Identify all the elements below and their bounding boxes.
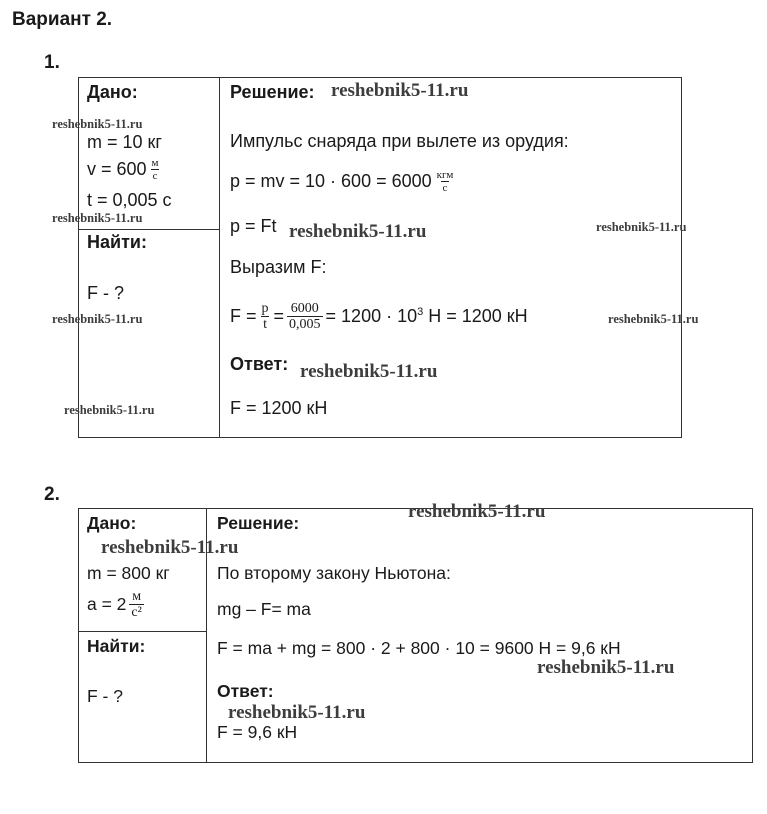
problem-1-given-time: t = 0,005 с bbox=[87, 190, 172, 210]
watermark-text: reshebnik5-11.ru bbox=[331, 80, 469, 101]
force-fraction-symbolic: $\frac{p}{t}$ bbox=[261, 301, 269, 333]
problem-1-find-label: Найти: bbox=[87, 232, 147, 252]
problem-2-solution-line-1: По второму закону Ньютона: bbox=[217, 563, 451, 583]
problem-1-solution-label: Решение: bbox=[230, 82, 315, 102]
momentum-unit-fraction: $\frac{\text{кгм}}{с}$ bbox=[436, 169, 454, 195]
watermark-text: reshebnik5-11.ru bbox=[52, 211, 143, 225]
problem-1-answer-label: Ответ: bbox=[230, 354, 289, 374]
problem-2-given-mass: m = 800 кг bbox=[87, 563, 170, 583]
problem-1-divider-vertical bbox=[219, 77, 220, 438]
problem-2-solution-label: Решение: bbox=[217, 513, 300, 533]
problem-2-answer-value: F = 9,6 кН bbox=[217, 722, 298, 742]
problem-1-number: 1. bbox=[44, 52, 60, 73]
problem-1-find-value: F - ? bbox=[87, 283, 125, 303]
acceleration-unit-fraction: $\frac{м}{\text{с²}}$ bbox=[131, 589, 142, 621]
watermark-text: reshebnik5-11.ru bbox=[64, 403, 155, 417]
problem-2-find-label: Найти: bbox=[87, 636, 146, 656]
force-fraction-numeric: $\frac{6000}{0,005}$ bbox=[289, 301, 321, 333]
problem-1-answer-value: F = 1200 кН bbox=[230, 398, 328, 418]
problem-2-find-value: F - ? bbox=[87, 686, 123, 706]
problem-1-divider-horizontal bbox=[78, 229, 220, 230]
watermark-text: reshebnik5-11.ru bbox=[52, 117, 143, 131]
problem-2-answer-label: Ответ: bbox=[217, 681, 274, 701]
problem-2-number: 2. bbox=[44, 484, 60, 505]
problem-1-given-label: Дано: bbox=[87, 82, 138, 102]
problem-2-given-label: Дано: bbox=[87, 513, 137, 533]
problem-1-given-velocity: v = 600 $\frac{м}{с}$ bbox=[87, 157, 159, 183]
problem-1-solution-line-2: p = mv = 10 · 600 = 6000 $\frac{\text{кгм}}{с}$ bbox=[230, 169, 454, 195]
watermark-text: reshebnik5-11.ru bbox=[228, 702, 366, 723]
watermark-text: reshebnik5-11.ru bbox=[537, 657, 675, 678]
page-title: Вариант 2. bbox=[12, 9, 113, 30]
problem-2-divider-horizontal bbox=[78, 631, 207, 632]
problem-2-given-acceleration: a = 2 $\frac{м}{\text{с²}}$ bbox=[87, 589, 142, 621]
watermark-text: reshebnik5-11.ru bbox=[52, 312, 143, 326]
watermark-text: reshebnik5-11.ru bbox=[300, 361, 438, 382]
problem-1-solution-line-3: p = Ft bbox=[230, 216, 277, 236]
problem-1-given-mass: m = 10 кг bbox=[87, 132, 162, 152]
problem-2-solution-line-2: mg – F= ma bbox=[217, 599, 311, 619]
watermark-text: reshebnik5-11.ru bbox=[289, 221, 427, 242]
watermark-text: reshebnik5-11.ru bbox=[408, 501, 546, 522]
problem-2-solution-line-3: F = ma + mg = 800 · 2 + 800 · 10 = 9600 Н = 9,6 кН bbox=[217, 638, 621, 658]
problem-1-solution-line-4: Выразим F: bbox=[230, 257, 327, 277]
problem-1-solution-line-1: Импульс снаряда при вылете из орудия: bbox=[230, 131, 569, 151]
velocity-unit-fraction: $\frac{м}{с}$ bbox=[151, 157, 159, 183]
watermark-text: reshebnik5-11.ru bbox=[608, 312, 699, 326]
watermark-text: reshebnik5-11.ru bbox=[596, 220, 687, 234]
watermark-text: reshebnik5-11.ru bbox=[101, 537, 239, 558]
problem-1-solution-line-5: F = $\frac{p}{t}$ = $\frac{6000}{0,005}$ = $1200 \cdot 10^3$ Н = 1200 кН bbox=[230, 301, 528, 333]
